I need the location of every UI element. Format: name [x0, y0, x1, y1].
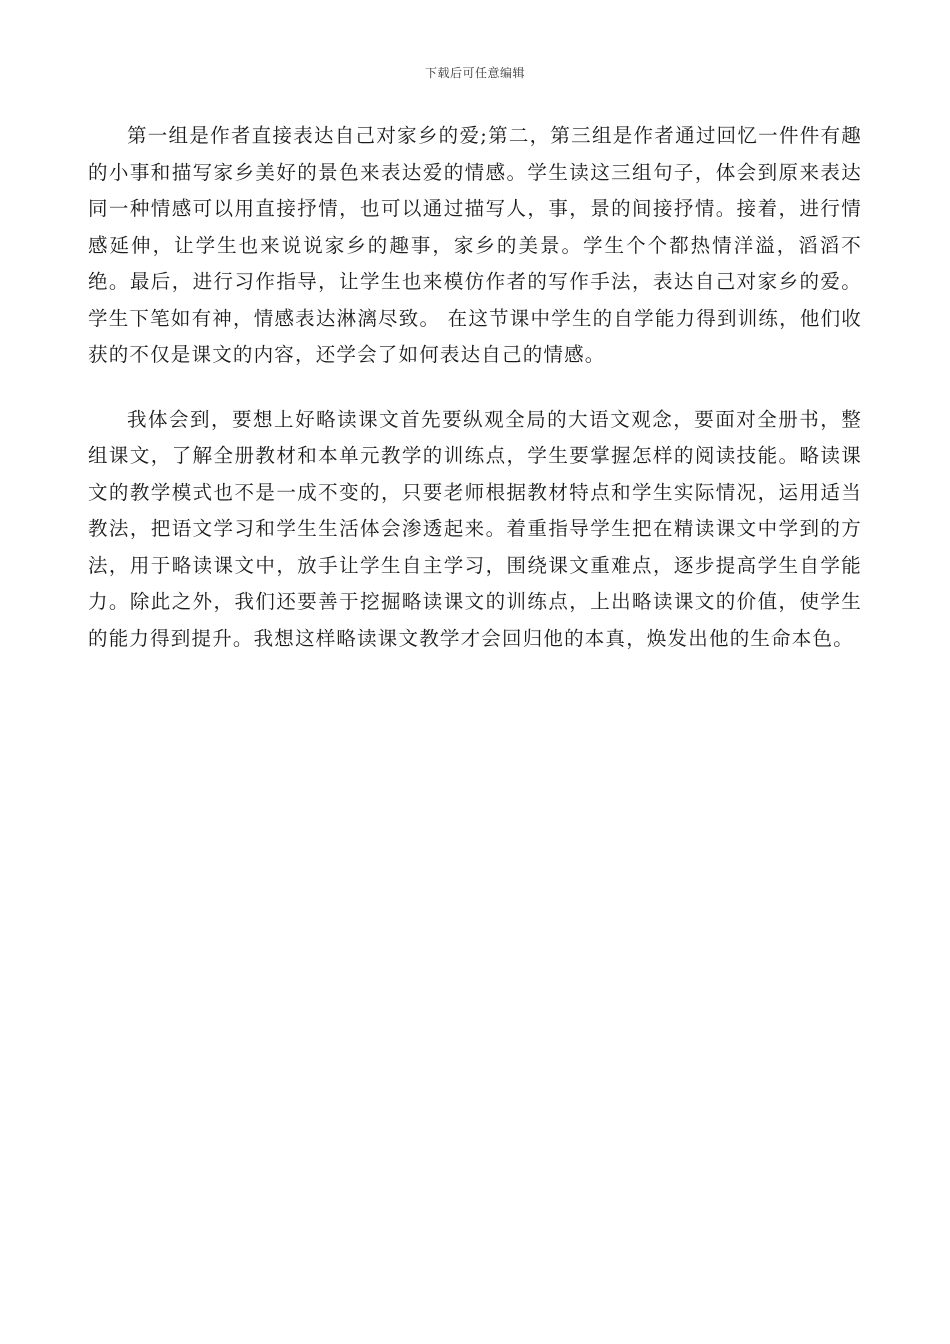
document-body: [88, 118, 862, 685]
page-header: 下载后可任意编辑: [424, 66, 525, 80]
paragraph-1: 第一组是作者直接表达自己对家乡的爱;第二，第三组是作者通过回忆一件件有趣的小事和描写家乡美好的景色来表达爱的情感。学生读这三组句子，体会到原来表达同一种情感可以用直接抒情，也可以通过描写人，事，景的间接抒情。接着，进行情感延伸，让学生也来说说家乡的趣事，家乡的美景。学生个个都热情洋溢，滔滔不绝。最后，进行习作指导，让学生也来模仿作者的写作手法，表达自己对家乡的爱。学生下笔如有神，情感表达淋漓尽致。 在这节课中学生的自学能力得到训练，他们收获的不仅是课文的内容，还学会了如何表达自己的情感。: [88, 124, 862, 366]
paragraph-2: 我体会到，要想上好略读课文首先要纵观全局的大语文观念，要面对全册书，整组课文，了解全册教材和本单元教学的训练点，学生要掌握怎样的阅读技能。略读课文的教学模式也不是一成不变的，只要老师根据教材特点和学生实际情况，运用适当教法，把语文学习和学生生活体会渗透起来。着重指导学生把在精读课文中学到的方法，用于略读课文中，放手让学生自主学习，围绕课文重难点，逐步提高学生自学能力。除此之外，我们还要善于挖掘略读课文的训练点，上出略读课文的价值，使学生的能力得到提升。我想这样略读课文教学才会回归他的本真，焕发出他的生命本色。: [88, 407, 862, 650]
